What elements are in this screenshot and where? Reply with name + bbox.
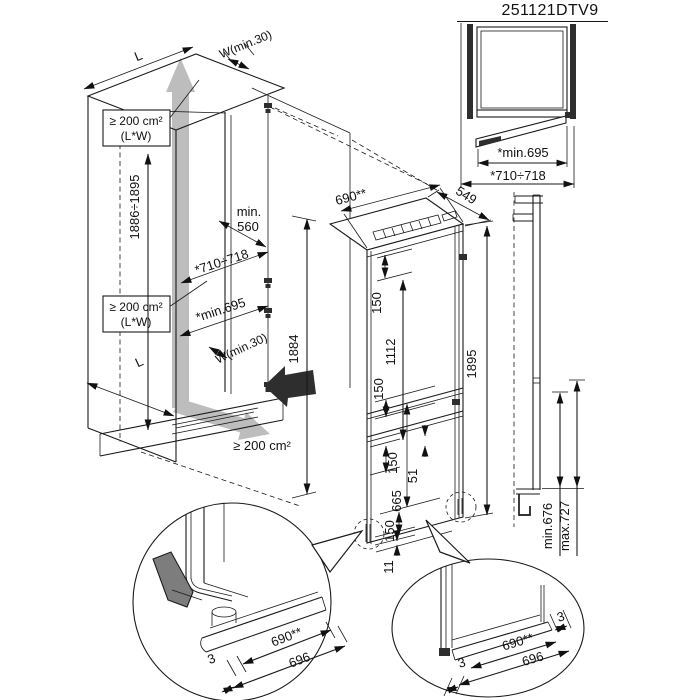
dim-height-range: 1886÷1895 [127,174,142,240]
vent-top-area: ≥ 200 cm² [109,114,163,128]
top-plan-view [461,23,576,188]
detail-left-dim-3: 3 [205,650,218,668]
dim-length-top: L [132,47,145,65]
dim-hinge-top: 150 [369,292,384,314]
dim-length-bottom: L [132,353,146,371]
dim-depth-min-value: 560 [237,219,259,234]
dim-width-min-bottom: W(min.30) [213,330,270,367]
dim-bottom-11: 11 [381,560,396,574]
dim-depth-min-label: min. [236,204,262,219]
hinge-mark [565,112,571,118]
detail-left-dim-696: 696 [286,648,313,671]
vent-mid-formula: (L*W) [120,315,152,329]
vent-bottom-area: ≥ 200 cm² [233,438,291,453]
dim-gap-51: 51 [405,468,420,484]
dim-gap-150a: 150 [371,378,386,400]
cabinet-wall-right [570,24,576,119]
door-swing-dashed-b [352,140,440,192]
door-closed-front [477,110,567,117]
side-view [513,192,585,556]
door-swing-dashed-a [270,107,437,189]
dim-appliance-width: 690** [333,185,369,209]
vent-top-formula: (L*W) [120,129,152,143]
detail-pointer-right [426,520,470,563]
dim-width-min-top: W(min.30) [217,27,274,62]
vent-label-mid [103,281,207,332]
dim-max727: max.727 [557,501,572,551]
detail-right [392,520,584,697]
appliance-outline [477,27,567,112]
detail-right-dim-696: 696 [520,648,546,670]
dim-depth-min2: *min.695 [193,294,248,325]
push-arrow [264,366,316,407]
dim-gap-150c: 150 [382,520,397,542]
top-brackets [513,196,543,221]
cabinet-wall-left [467,24,473,119]
hinge-mark-top [459,254,467,260]
dim-door-lower: 665 [389,490,404,512]
dim-width-range-cabinet: *710÷718 [192,246,251,278]
detail-leader-dashed [141,452,300,506]
dim-appliance-height: 1895 [464,349,479,379]
airflow-arrow-up [166,58,270,440]
appliance-view [330,183,493,574]
title-block [457,2,608,22]
detail-right-dim-690: 690** [500,629,536,654]
detail-right-dim-3-left: 3 [456,654,468,671]
vent-mid-area: ≥ 200 cm² [109,300,163,314]
bottom-foot [516,489,540,515]
hinge-mark-mid [452,399,460,405]
dim-min695-top: *min.695 [497,145,549,160]
dim-appliance-depth: 549 [453,183,480,208]
dim-gap-150b: 150 [385,452,400,474]
detail-left-dim-690: 690** [268,624,304,650]
dim-min676: min.676 [540,502,555,550]
detail-circle-left [133,503,331,700]
dim-710-718-top: *710÷718 [490,168,546,183]
model-number: 251121DTV9 [501,2,599,19]
detail-right-dim-3-right: 3 [555,608,567,625]
dim-niche-height: 1884 [286,334,301,364]
side-panel-hidden-edge [275,108,338,136]
detail-left [133,500,362,700]
side-panel [533,195,540,490]
dim-door-upper: 1112 [383,338,398,366]
